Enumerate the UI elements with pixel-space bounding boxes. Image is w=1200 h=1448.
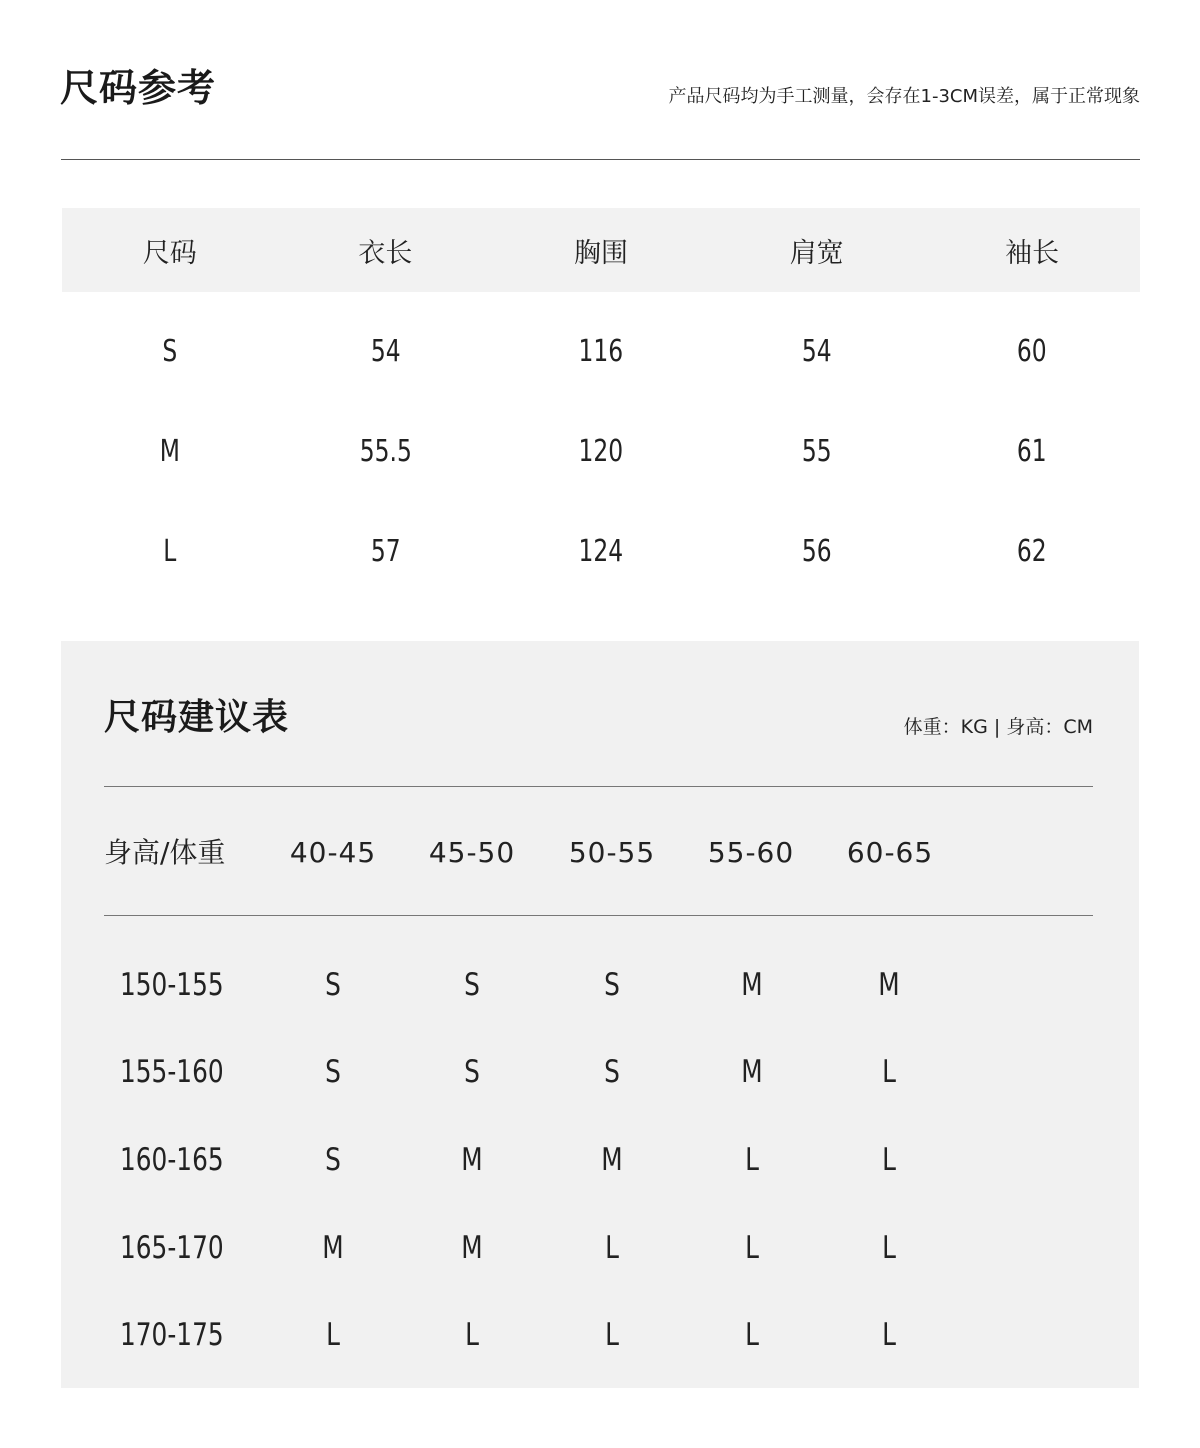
- cell-length: 57: [370, 533, 401, 569]
- weight-header: 40-45: [289, 836, 377, 869]
- size-cell: L: [465, 1317, 479, 1353]
- size-cell: L: [745, 1142, 759, 1178]
- units-note: 体重：KG | 身高：CM: [903, 716, 1093, 738]
- advice-title: 尺码建议表: [104, 697, 290, 738]
- page-title: 尺码参考: [60, 66, 217, 110]
- size-cell: M: [601, 1142, 623, 1178]
- size-table-header: [62, 208, 1140, 292]
- cell-chest: 124: [578, 533, 624, 569]
- size-cell: S: [464, 1054, 480, 1090]
- size-cell: S: [325, 1142, 341, 1178]
- height-label: 150-155: [120, 967, 224, 1003]
- cell-size: S: [162, 333, 178, 369]
- cell-size: M: [159, 433, 180, 469]
- divider: [104, 786, 1093, 787]
- column-header-shoulder: 肩宽: [789, 237, 844, 269]
- size-cell: L: [882, 1317, 896, 1353]
- measurement-note: 产品尺码均为手工测量，会存在1-3CM误差，属于正常现象: [668, 86, 1140, 107]
- size-cell: L: [326, 1317, 340, 1353]
- weight-header: 45-50: [428, 836, 516, 869]
- size-cell: M: [322, 1230, 344, 1266]
- cell-length: 55.5: [359, 433, 412, 469]
- cell-sleeve: 61: [1017, 433, 1048, 469]
- size-cell: M: [741, 1054, 763, 1090]
- cell-size: L: [163, 533, 177, 569]
- size-cell: L: [605, 1230, 619, 1266]
- size-cell: S: [604, 1054, 620, 1090]
- size-cell: S: [325, 1054, 341, 1090]
- cell-shoulder: 55: [801, 433, 832, 469]
- size-cell: L: [745, 1317, 759, 1353]
- size-table-body: [62, 292, 1140, 601]
- table-row: [62, 301, 1140, 401]
- corner-label: 身高/体重: [104, 836, 226, 869]
- size-cell: L: [745, 1230, 759, 1266]
- column-header-length: 衣长: [358, 237, 413, 269]
- weight-header: 55-60: [707, 836, 795, 869]
- advice-header-row: [104, 833, 1104, 873]
- height-label: 165-170: [120, 1230, 224, 1266]
- size-cell: M: [461, 1142, 483, 1178]
- table-row: [104, 1052, 1104, 1092]
- cell-chest: 116: [578, 333, 624, 369]
- height-label: 155-160: [120, 1054, 224, 1090]
- size-advice-panel: [61, 641, 1139, 1388]
- table-row: [104, 965, 1104, 1005]
- column-header-chest: 胸围: [573, 237, 628, 269]
- weight-header: 60-65: [846, 836, 934, 869]
- weight-header: 50-55: [568, 836, 656, 869]
- table-row: [104, 1140, 1104, 1180]
- column-header-sleeve: 袖长: [1005, 237, 1060, 269]
- height-label: 170-175: [120, 1317, 224, 1353]
- size-cell: M: [461, 1230, 483, 1266]
- cell-shoulder: 56: [801, 533, 832, 569]
- size-cell: S: [604, 967, 620, 1003]
- cell-sleeve: 62: [1017, 533, 1048, 569]
- table-row: [62, 401, 1140, 501]
- size-cell: M: [878, 967, 900, 1003]
- cell-sleeve: 60: [1017, 333, 1048, 369]
- size-cell: S: [464, 967, 480, 1003]
- size-cell: L: [605, 1317, 619, 1353]
- size-cell: L: [882, 1054, 896, 1090]
- table-row: [104, 1228, 1104, 1268]
- size-table: [62, 208, 1140, 601]
- cell-shoulder: 54: [801, 333, 832, 369]
- size-cell: M: [741, 967, 763, 1003]
- divider: [61, 159, 1140, 160]
- divider: [104, 915, 1093, 916]
- size-cell: L: [882, 1230, 896, 1266]
- column-header-size: 尺码: [142, 237, 197, 269]
- cell-length: 54: [370, 333, 401, 369]
- cell-chest: 120: [578, 433, 624, 469]
- table-row: [104, 1315, 1104, 1355]
- height-label: 160-165: [120, 1142, 224, 1178]
- size-cell: L: [882, 1142, 896, 1178]
- table-row: [62, 501, 1140, 601]
- size-cell: S: [325, 967, 341, 1003]
